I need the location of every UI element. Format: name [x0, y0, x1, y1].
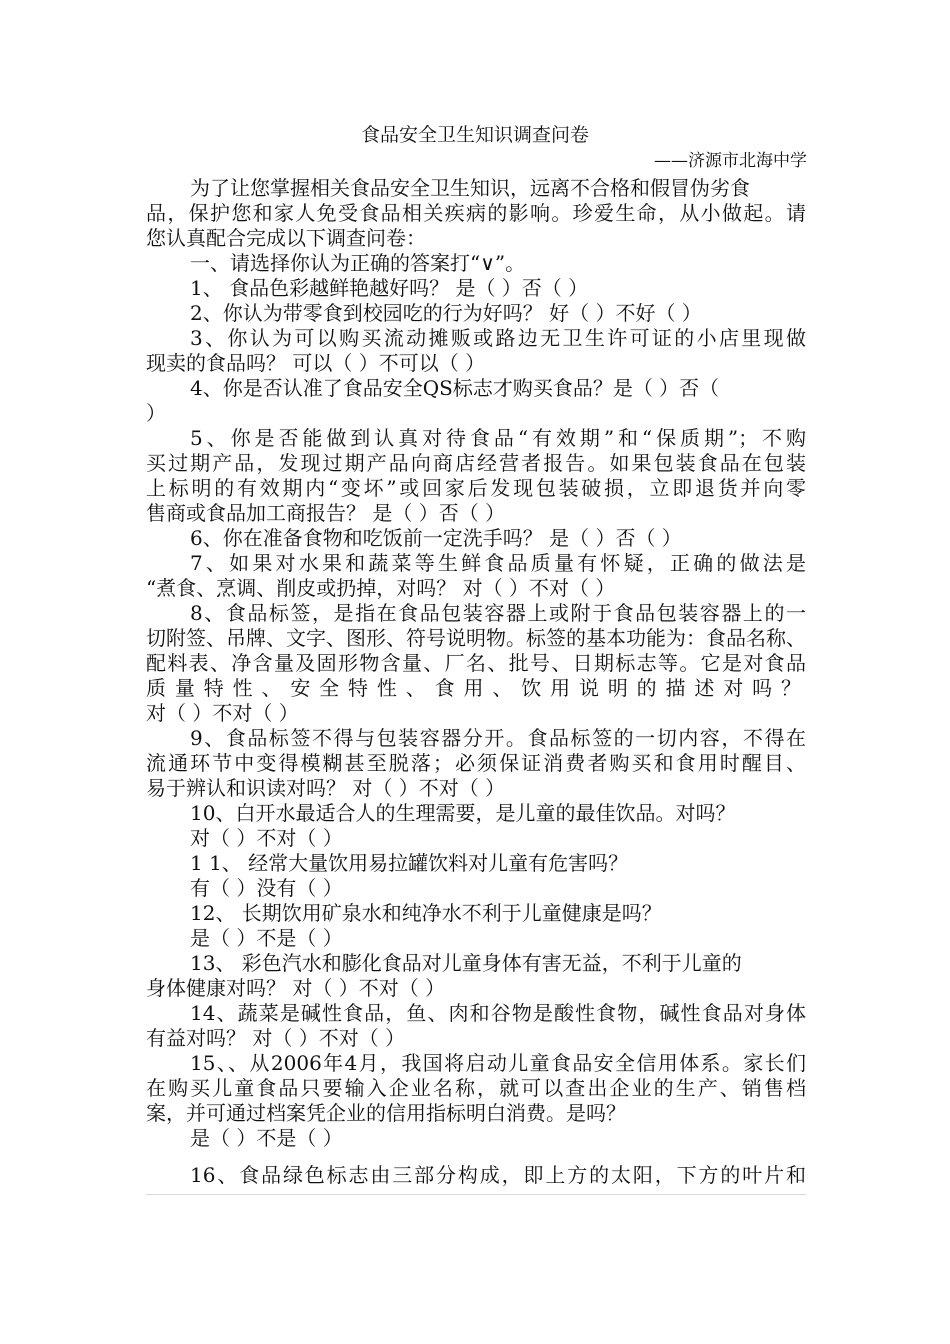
answer-line: 有（ ）没有（ ）: [190, 876, 343, 900]
question-line: ）: [146, 401, 166, 425]
document-author: ——济源市北海中学: [654, 151, 807, 171]
answer-line: 对（ ）不对（ ）: [146, 701, 299, 725]
question-line: 7、如果对水果和蔬菜等生鲜食品质量有怀疑，正确的做法是: [190, 551, 806, 575]
question-line: 6、你在准备食物和吃饭前一定洗手吗？ 是（ ）否（ ）: [190, 526, 682, 550]
question-line: 1、 食品色彩越鲜艳越好吗？ 是（ ）否（ ）: [190, 276, 589, 300]
question-line: 15、、从2006年4月，我国将启动儿童食品安全信用体系。家长们: [190, 1051, 806, 1075]
question-line: 配料表、净含量及固形物含量、厂名、批号、日期标志等。它是对食品: [146, 651, 806, 675]
intro-line: 品，保护您和家人免受食品相关疾病的影响。珍爱生命，从小做起。请: [146, 201, 806, 225]
question-line: 2、你认为带零食到校园吃的行为好吗？ 好（ ）不好（ ）: [190, 301, 702, 325]
question-line: 1 1、 经常大量饮用易拉罐饮料对儿童有危害吗？: [190, 851, 629, 875]
intro-line: 为了让您掌握相关食品安全卫生知识，远离不合格和假冒伪劣食: [190, 176, 750, 200]
question-line: 10、白开水最适合人的生理需要，是儿童的最佳饮品。对吗？: [190, 801, 736, 825]
question-line: 3、你认为可以购买流动摊贩或路边无卫生许可证的小店里现做: [190, 326, 806, 350]
question-line: 13、 彩色汽水和膨化食品对儿童身体有害无益，不利于儿童的: [190, 951, 742, 975]
answer-line: 是（ ）不是（ ）: [190, 926, 343, 950]
question-line: 案，并可通过档案凭企业的信用指标明白消费。是吗？: [146, 1101, 626, 1125]
intro-line: 您认真配合完成以下调查问卷：: [146, 226, 426, 250]
question-line: 上标明的有效期内“变坏”或回家后发现包装破损，立即退货并向零: [146, 476, 806, 500]
question-line: 售商或食品加工商报告？ 是（ ）否（ ）: [146, 501, 506, 525]
answer-line: 是（ ）不是（ ）: [190, 1126, 343, 1150]
document-title: 食品安全卫生知识调查问卷: [360, 124, 589, 146]
question-line: 质量特性、安全特性、食用、饮用说明的描述对吗？: [146, 676, 806, 700]
question-line: 身体健康对吗？ 对（ ）不对（ ）: [146, 976, 446, 1000]
answer-line: 对（ ）不对（ ）: [190, 826, 343, 850]
question-line: 易于辨认和识读对吗？ 对（ ）不对（ ）: [146, 776, 506, 800]
question-line: 流通环节中变得模糊甚至脱落；必须保证消费者购买和食用时醒目、: [146, 751, 806, 775]
question-line: 现卖的食品吗？ 可以（ ）不可以（ ）: [146, 351, 486, 375]
page-bottom-divider: [146, 1194, 806, 1195]
question-line: 在购买儿童食品只要输入企业名称，就可以查出企业的生产、销售档: [146, 1076, 806, 1100]
question-line: “煮食、烹调、削皮或扔掉，对吗？ 对（ ）不对（ ）: [146, 576, 616, 600]
question-line: 4、你是否认准了食品安全QS标志才购买食品？是（ ）否（: [190, 376, 720, 400]
question-line: 9、食品标签不得与包装容器分开。食品标签的一切内容，不得在: [190, 726, 806, 750]
question-line: 切附签、吊牌、文字、图形、符号说明物。标签的基本功能为：食品名称、: [146, 626, 806, 650]
question-line: 8、食品标签，是指在食品包装容器上或附于食品包装容器上的一: [190, 601, 806, 625]
question-line: 14、蔬菜是碱性食品，鱼、肉和谷物是酸性食物，碱性食品对身体: [190, 1001, 806, 1025]
section-heading: 一、请选择你认为正确的答案打“∨”。: [190, 251, 526, 275]
question-line: 16、食品绿色标志由三部分构成，即上方的太阳，下方的叶片和: [190, 1163, 806, 1187]
question-line: 买过期产品，发现过期产品向商店经营者报告。如果包装食品在包装: [146, 451, 806, 475]
question-line: 12、 长期饮用矿泉水和纯净水不利于儿童健康是吗？: [190, 901, 662, 925]
question-line: 5、你是否能做到认真对待食品“有效期”和“保质期”；不购: [190, 426, 806, 450]
question-line: 有益对吗？ 对（ ）不对（ ）: [146, 1026, 406, 1050]
